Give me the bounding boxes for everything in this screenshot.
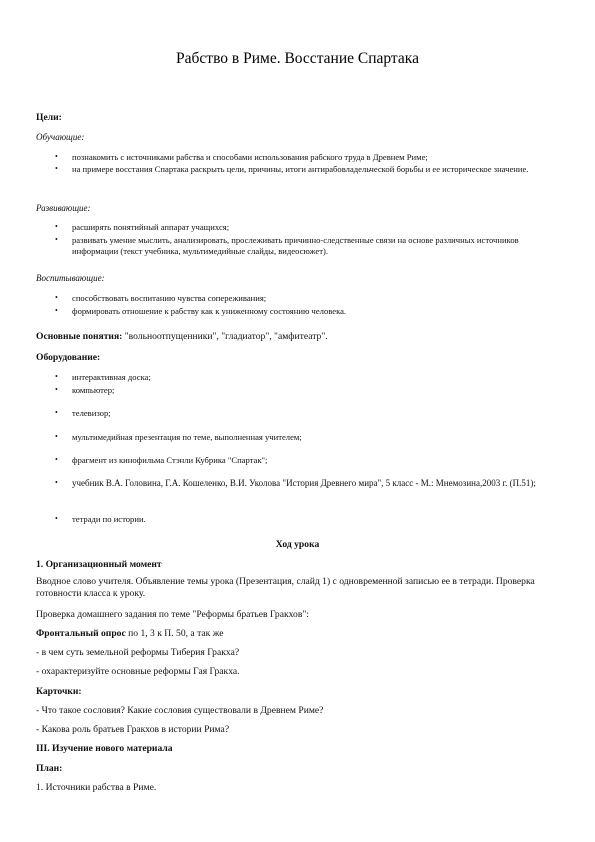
upbringing-item: способствовать воспитанию чувства сопереживания; (72, 293, 267, 303)
teaching-item: на примере восстания Спартака раскрыть цели, причины, итоги антирабовладельческой борьбы и ее историческое значение. (72, 164, 529, 174)
plan-label: План: (36, 763, 63, 774)
bullet-icon: • (55, 372, 58, 381)
upbringing-item: формировать отношение к рабству как к униженному состоянию человека. (72, 306, 347, 316)
equipment-label: Оборудование: (36, 352, 101, 363)
bullet-icon: • (55, 432, 58, 441)
bullet-icon: • (55, 385, 58, 394)
developing-item: расширять понятийный аппарат учащихся; (72, 222, 230, 232)
page-title: Рабство в Риме. Восстание Спартака (176, 50, 419, 67)
equipment-item: фрагмент из кинофильма Стэнли Кубрика "Спартак"; (72, 455, 268, 465)
bullet-icon: • (55, 164, 58, 173)
homework-line: Проверка домашнего задания по теме "Реформы братьев Гракхов": (36, 609, 309, 620)
intro-paragraph: Вводное слово учителя. Объявление темы урока (Презентация, слайд 1) с одновременной записью ее в тетради. Проверка готовности класса к уроку. (36, 576, 535, 599)
concepts-label: Основные понятия: (36, 331, 123, 342)
question-line: - в чем суть земельной реформы Тиберия Гракха? (36, 647, 240, 658)
bullet-icon: • (55, 235, 58, 244)
card-line: - Какова роль братьев Гракхов в истории Рима? (36, 724, 230, 735)
section-organizational: 1. Организационный момент (36, 559, 162, 570)
cards-label: Карточки: (36, 686, 82, 697)
equipment-item: телевизор; (72, 408, 111, 418)
bullet-icon: • (55, 455, 58, 464)
equipment-item: мультимедийная презентация по теме, выполненная учителем; (72, 432, 302, 442)
goals-label: Цели: (36, 112, 62, 123)
equipment-item: компьютер; (72, 385, 115, 395)
concepts-line (36, 331, 328, 342)
section-new-material: III. Изучение нового материала (36, 743, 173, 754)
bullet-icon: • (55, 293, 58, 302)
frontal-line (36, 628, 223, 639)
equipment-item: тетради по истории. (72, 514, 146, 524)
teaching-item: познакомить с источниками рабства и способами использования рабского труда в Древнем Риме; (72, 152, 428, 162)
bullet-icon: • (55, 478, 58, 487)
equipment-item: интерактивная доска; (72, 372, 151, 382)
bullet-icon: • (55, 514, 58, 523)
developing-item: развивать умение мыслить, анализировать, прослеживать причинно-следственные связи на основе различных источников информации (текст учебника, мультимедийные слайды, видеосюжет). (72, 235, 519, 256)
bullet-icon: • (55, 306, 58, 315)
developing-label: Развивающие: (36, 203, 91, 213)
bullet-icon: • (55, 222, 58, 231)
bullet-icon: • (55, 152, 58, 161)
concepts-text: "вольноотпущенники", "гладиатор", "амфитеатр". (122, 331, 328, 342)
question-line: - охарактеризуйте основные реформы Гая Гракха. (36, 666, 240, 677)
teaching-label: Обучающие: (36, 132, 85, 142)
lesson-heading: Ход урока (275, 539, 320, 550)
card-line: - Что такое сословия? Какие сословия существовали в Древнем Риме? (36, 705, 324, 716)
plan-item: 1. Источники рабства в Риме. (36, 782, 157, 793)
equipment-item: учебник В.А. Головина, Г.А. Кошеленко, В.И. Уколова "История Древнего мира", 5 класс - М.: Мнемозина,2003 г. (П.51); (72, 478, 536, 488)
frontal-label: Фронтальный опрос (36, 628, 126, 639)
bullet-icon: • (55, 408, 58, 417)
frontal-text: по 1, 3 к П. 50, а так же (125, 628, 224, 639)
upbringing-label: Воспитывающие: (36, 273, 105, 283)
